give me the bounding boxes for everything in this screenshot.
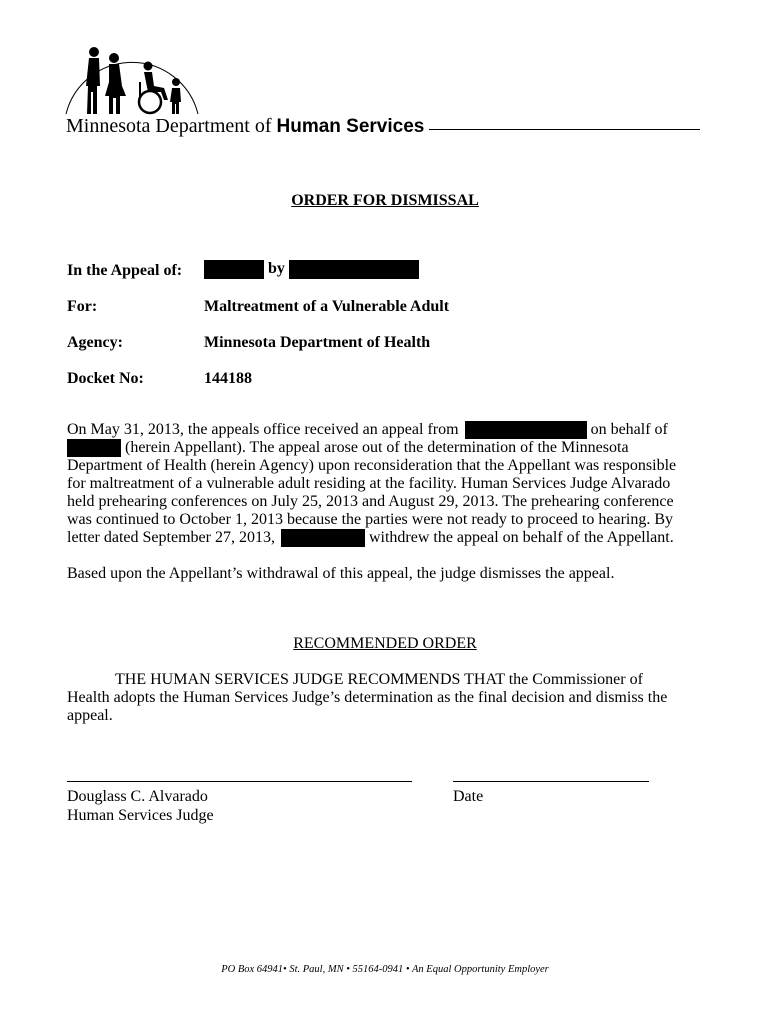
- department-name-normal: Minnesota Department of: [66, 115, 272, 137]
- docket-value: 144188: [204, 370, 252, 387]
- redaction-bar: [204, 260, 264, 279]
- body-text: was continued to October 1, 2013 because the parties were not ready to proceed to hearing. By: [67, 511, 674, 528]
- redaction-bar: [289, 260, 419, 279]
- body-text: held prehearing conferences on July 25, 2013 and August 29, 2013. The prehearing conference: [67, 493, 674, 510]
- document-title: ORDER FOR DISMISSAL: [291, 192, 479, 209]
- date-label: Date: [453, 788, 484, 805]
- body-text: Department of Health (herein Agency) upon reconsideration that the Appellant was responsible: [67, 457, 677, 474]
- signature-line: [67, 781, 412, 782]
- footer-address: PO Box 64941• St. Paul, MN • 55164-0941 • An Equal Opportunity Employer: [221, 964, 549, 975]
- redaction-bar: [281, 529, 365, 547]
- body-text: appeal.: [67, 707, 113, 724]
- body-text: THE HUMAN SERVICES JUDGE RECOMMENDS THAT the Commissioner of: [115, 671, 643, 688]
- judge-name: Douglass C. Alvarado: [67, 788, 208, 805]
- appeal-by: by: [268, 260, 285, 278]
- body-paragraph-1: [67, 421, 695, 547]
- header-rule: [429, 129, 700, 130]
- body-text: withdrew the appeal on behalf of the Appellant.: [368, 529, 674, 546]
- agency-label: Agency:: [67, 334, 123, 351]
- redaction-bar: [67, 439, 121, 457]
- body-text: (herein Appellant). The appeal arose out of the determination of the Minnesota: [125, 439, 629, 456]
- body-text: Health adopts the Human Services Judge’s determination as the final decision and dismiss the: [67, 689, 668, 706]
- body-text: on behalf of: [590, 421, 668, 438]
- recommended-order-text: [67, 671, 695, 725]
- for-value: Maltreatment of a Vulnerable Adult: [204, 298, 450, 315]
- for-label: For:: [67, 298, 98, 315]
- body-text: On May 31, 2013, the appeals office received an appeal from: [67, 421, 459, 438]
- date-line: [453, 781, 649, 782]
- appeal-value: [204, 260, 419, 279]
- department-name-bold: Human Services: [276, 116, 425, 137]
- dhs-logo-icon: [64, 42, 204, 116]
- body-text: for maltreatment of a vulnerable adult residing at the facility. Human Services Judge Alvarado: [67, 475, 671, 492]
- body-paragraph-2: Based upon the Appellant’s withdrawal of this appeal, the judge dismisses the appeal.: [67, 565, 615, 582]
- department-name: [66, 115, 424, 138]
- body-text: letter dated September 27, 2013,: [67, 529, 275, 546]
- recommended-order-heading: RECOMMENDED ORDER: [293, 635, 477, 652]
- judge-title: Human Services Judge: [67, 807, 214, 824]
- agency-value: Minnesota Department of Health: [204, 334, 431, 351]
- appeal-label: In the Appeal of:: [67, 262, 183, 279]
- docket-label: Docket No:: [67, 370, 144, 387]
- redaction-bar: [465, 421, 587, 439]
